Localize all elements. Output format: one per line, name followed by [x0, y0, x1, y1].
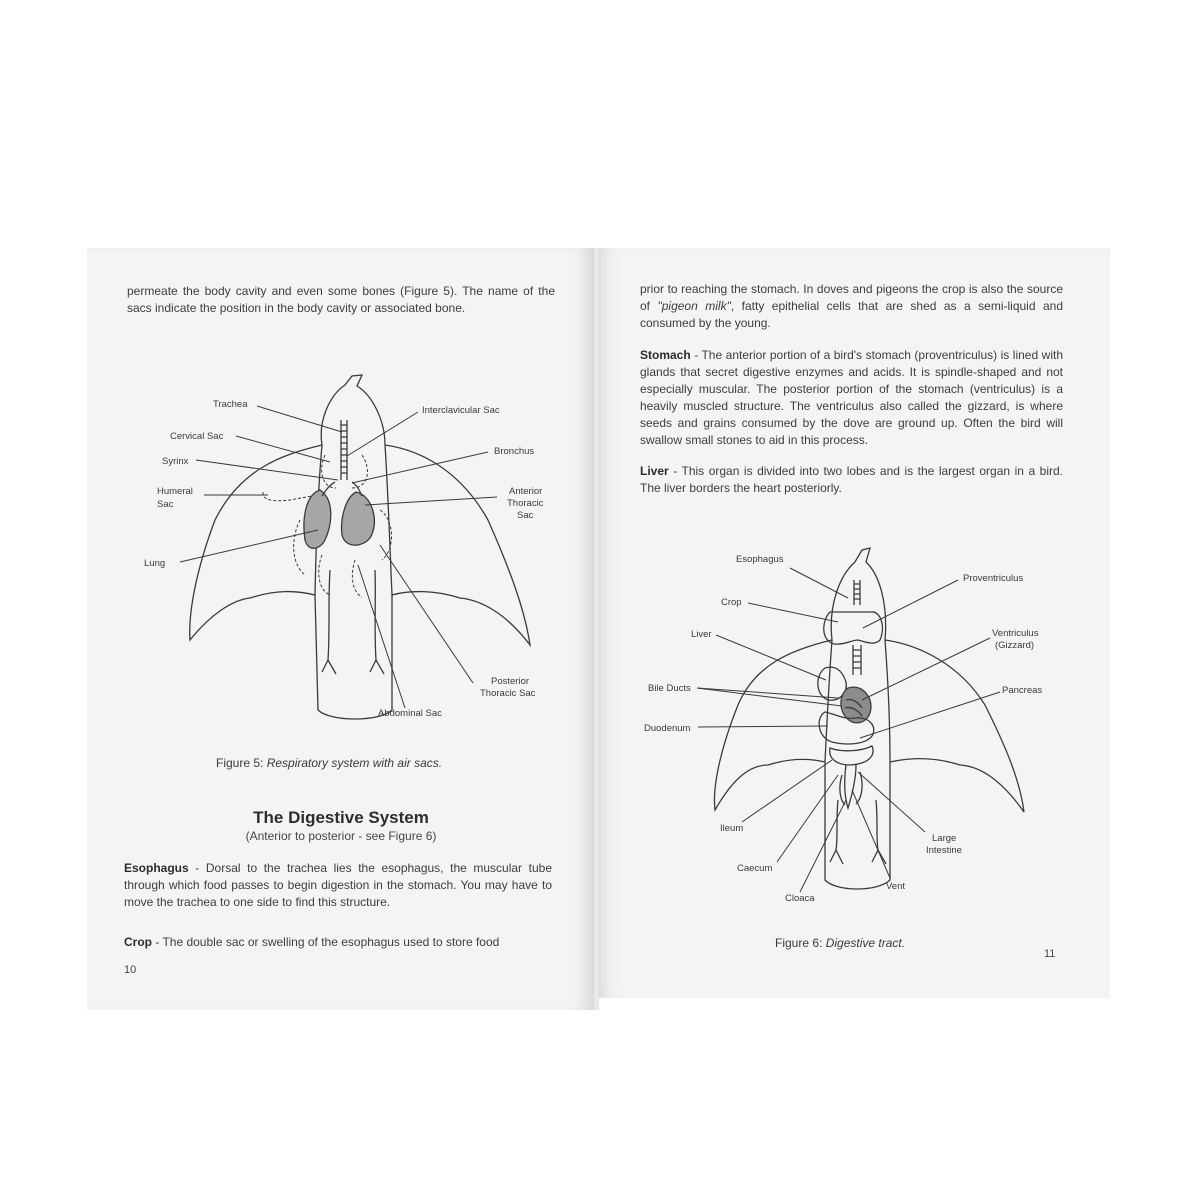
large-intestine-leader — [858, 772, 925, 832]
label-vent: Vent — [886, 881, 906, 892]
label-abdominal-sac: Abdominal Sac — [378, 708, 442, 719]
pigeon-milk-term: "pigeon milk" — [657, 299, 731, 313]
posterior-thoracic-leader — [380, 545, 473, 683]
label-anterior-3: Sac — [517, 510, 534, 521]
crop-continued-text: prior to reaching the stomach. In doves and pigeons the crop is also the source of — [640, 282, 1063, 313]
label-anterior-2: Thoracic — [507, 498, 544, 509]
trachea-leader — [257, 406, 342, 432]
label-trachea: Trachea — [213, 399, 248, 410]
label-humeral-2: Sac — [157, 499, 174, 510]
figure-5-caption — [216, 756, 442, 770]
label-posterior-2: Thoracic Sac — [480, 688, 536, 699]
crop-continued-paragraph — [640, 281, 1063, 332]
left-wing-outline — [190, 445, 322, 640]
crop-text: - The double sac or swelling of the esophagus used to store food — [152, 935, 500, 949]
label-esophagus: Esophagus — [736, 554, 784, 565]
bronchus-leader — [352, 452, 488, 483]
stomach-text: - The anterior portion of a bird's stomach (proventriculus) is lined with glands that secret digestive enzymes and acids. It is spindle-shaped and not especially muscular. The posterior portion of the stomach (ventriculus) is a heavily muscled structure. The ventriculus also called the gizzard, is where seeds and grains consumed by the dove are ground up. Often the bird will swallow small stones to aid in this process. — [640, 348, 1063, 447]
ventriculus-leader — [862, 638, 990, 700]
humeral-sac-outline — [263, 492, 312, 501]
liver-text: - This organ is divided into two lobes and is the largest organ in a bird. The liver borders the heart posteriorly. — [640, 464, 1063, 495]
label-duodenum: Duodenum — [644, 723, 691, 734]
ileum-leader — [742, 760, 832, 822]
liver-leader — [716, 635, 826, 680]
leg-outline — [322, 570, 384, 674]
label-bile-ducts: Bile Ducts — [648, 683, 691, 694]
figure-6-caption-label: Figure 6: — [775, 936, 823, 950]
label-ventriculus-2: (Gizzard) — [995, 640, 1035, 651]
interclavicular-leader — [347, 412, 418, 456]
liver-term: Liver — [640, 464, 669, 478]
right-wing-outline — [885, 640, 1024, 812]
label-proventriculus: Proventriculus — [963, 573, 1024, 584]
cervical-leader — [236, 436, 330, 462]
large-intestine-outline — [845, 765, 856, 808]
caecum-leader — [777, 775, 838, 862]
label-pancreas: Pancreas — [1002, 685, 1043, 696]
label-liver: Liver — [691, 629, 712, 640]
stomach-term: Stomach — [640, 348, 691, 362]
crop-paragraph — [124, 934, 552, 951]
figure-6-caption — [775, 936, 905, 950]
page-number-right: 11 — [1044, 948, 1056, 960]
label-ileum: Ileum — [720, 823, 744, 834]
label-caecum: Caecum — [737, 863, 773, 874]
figure-5-respiratory-diagram — [87, 360, 595, 740]
abdominal-leader — [358, 565, 405, 708]
label-lung: Lung — [144, 558, 166, 569]
label-crop: Crop — [721, 597, 742, 608]
esophagus-leader — [790, 568, 848, 598]
lung-right — [342, 492, 375, 545]
label-large-intestine-2: Intestine — [926, 845, 962, 856]
label-cervical-sac: Cervical Sac — [170, 431, 224, 442]
proventriculus-leader — [863, 580, 958, 628]
crop-leader — [748, 603, 838, 622]
syrinx-leader — [196, 460, 338, 480]
lung-left — [304, 490, 331, 548]
cloaca-leader — [800, 800, 846, 892]
stomach-paragraph — [640, 347, 1063, 449]
esophagus-paragraph — [124, 860, 552, 911]
label-large-intestine-1: Large — [932, 833, 957, 844]
section-heading: The Digestive System — [253, 808, 429, 827]
page-number-left: 10 — [124, 964, 137, 976]
label-syrinx: Syrinx — [162, 456, 189, 467]
pancreas-leader — [860, 692, 1000, 738]
figure-6-digestive-diagram — [598, 535, 1110, 910]
esophagus-text: - Dorsal to the trachea lies the esophagus, the muscular tube through which food passes to begin digestion in the stomach. You may have to move the trachea to one side to find this structure. — [124, 861, 552, 909]
label-interclavicular-sac: Interclavicular Sac — [422, 405, 500, 416]
label-humeral-1: Humeral — [157, 486, 193, 497]
duodenum-leader — [698, 726, 828, 727]
crop-continued-text-end: , fatty epithelial cells that are shed as a semi-liquid and consumed by the young. — [640, 299, 1064, 330]
label-ventriculus-1: Ventriculus — [992, 628, 1039, 639]
intro-paragraph — [127, 283, 555, 317]
cervical-sac-outline — [322, 455, 368, 488]
left-wing-outline — [714, 640, 832, 810]
intestine-outline — [830, 746, 873, 765]
liver-paragraph — [640, 463, 1063, 497]
figure-5-caption-label: Figure 5: — [216, 756, 264, 770]
label-cloaca: Cloaca — [785, 893, 815, 904]
crop-term: Crop — [124, 935, 152, 949]
lung-leader — [180, 530, 318, 562]
leg-outline — [830, 800, 886, 864]
section-subheading: (Anterior to posterior - see Figure 6) — [245, 829, 437, 843]
vent-leader — [852, 790, 890, 878]
intro-text: permeate the body cavity and even some bones (Figure 5). The name of the sacs indicate the position in the body cavity or associated bone. — [127, 284, 555, 315]
figure-6-caption-text: Digestive tract. — [825, 936, 906, 950]
label-bronchus: Bronchus — [494, 446, 535, 457]
figure-5-caption-text: Respiratory system with air sacs. — [266, 756, 443, 770]
label-posterior-1: Posterior — [491, 676, 530, 687]
trachea-outline — [341, 420, 347, 480]
label-anterior-1: Anterior — [509, 486, 543, 497]
right-wing-outline — [385, 445, 530, 645]
esophagus-term: Esophagus — [124, 861, 189, 875]
